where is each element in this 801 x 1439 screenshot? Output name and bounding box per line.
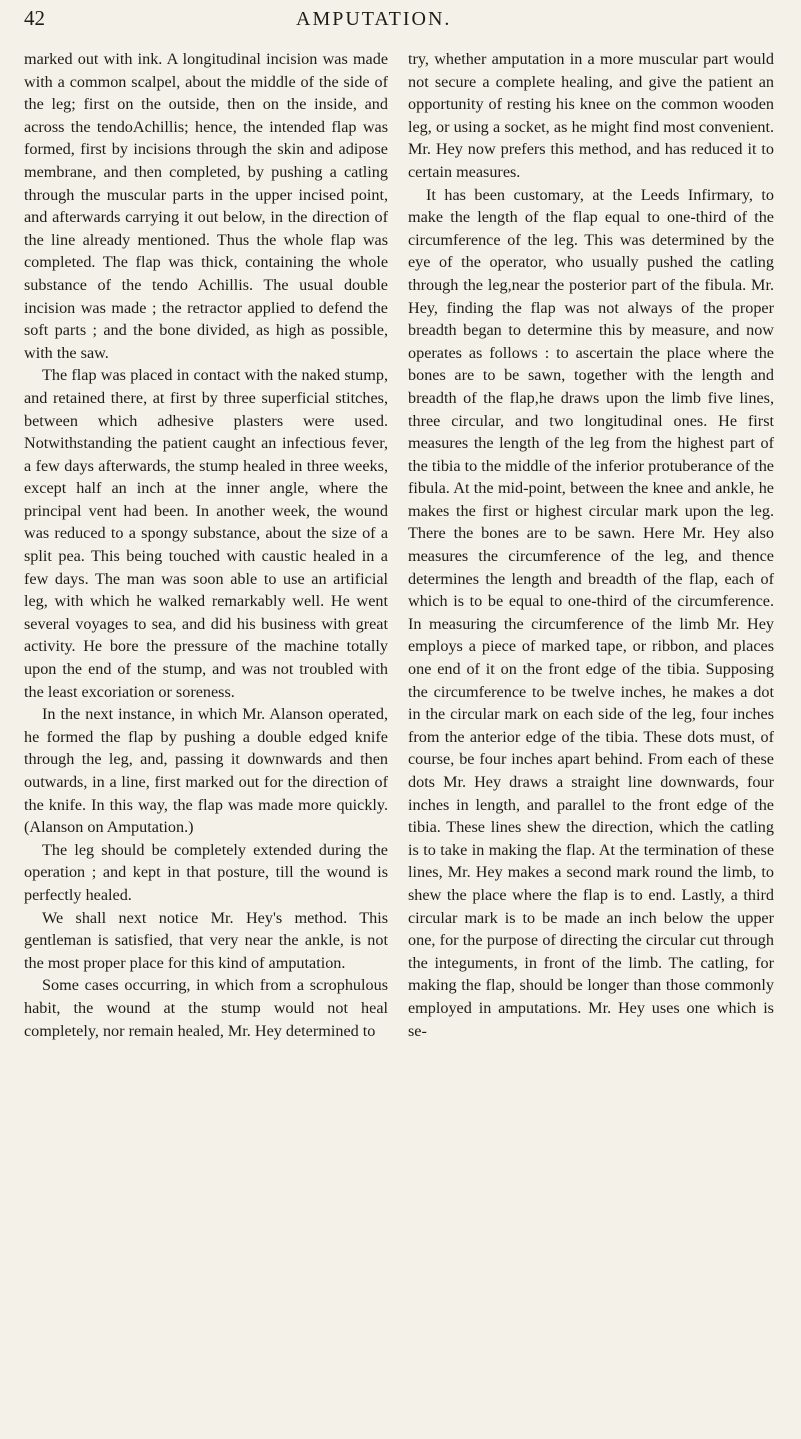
paragraph: It has been customary, at the Leeds Infirmary, to make the length of the flap equal to one-third of the circumference of the leg. This was determined by the eye of the operator, who usually pushed the catling through the leg,near the posterior part of the fibula. Mr. Hey, finding the flap was not always of the proper breadth began to determine this by measure, and now operates as follows : to ascertain the place where the bones are to be sawn, together with the length and breadth of the flap,he draws upon the limb five lines, three circular, and two longitudinal ones. He first measures the length of the leg from the highest part of the tibia to the middle of the inferior protuberance of the fibula. At the mid-point, between the knee and ankle, he makes the first or highest circular mark upon the leg. There the bones are to be sawn. Here Mr. Hey also measures the circumference of the leg, and thence determines the length and breadth of the flap, each of which is to be equal to one-third of the circumference. In measuring the circumference of the limb Mr. Hey employs a piece of marked tape, or ribbon, and places one end of it on the front edge of the tibia. Supposing the circumference to be twelve inches, he makes a dot in the circular mark on each side of the leg, four inches from the anterior edge of the tibia. These dots must, of course, be four inches apart behind. From each of these dots Mr. Hey draws a straight line downwards, four inches in length, and parallel to the front edge of the tibia. These lines shew the direction, which the catling is to take in making the flap. At the termination of these lines, Mr. Hey makes a second mark round the limb, to shew the place where the flap is to end. Lastly, a third circular mark is to be made an inch below the upper one, for the purpose of directing the circular cut through the integuments, in front of the limb. The catling, for making the flap, should be longer than those commonly employed in amputations. Mr. Hey uses one which is se- [408,185,774,1040]
paragraph: In the next instance, in which Mr. Alanson operated, he formed the flap by pushing a double edged knife through the leg, and, passing it downwards and then outwards, in a line, first marked out for the direction of the knife. In this way, the flap was made more quickly. (Alanson on Amputation.) [24,705,388,837]
paragraph: We shall next notice Mr. Hey's method. This gentleman is satisfied, that very near the ankle, is not the most proper place for this kind of amputation. [24,908,388,972]
page-header [0,6,801,40]
paragraph: The flap was placed in contact with the naked stump, and retained there, at first by three superficial stitches, between which adhesive plasters were used. Notwithstanding the patient caught an infectious fever, a few days afterwards, the stump healed in three weeks, except half an inch at the inner angle, where the principal vent had been. In another week, the wound was reduced to a spongy substance, about the size of a split pea. This being touched with caustic healed in a few days. The man was soon able to use an artificial leg, with which he walked remarkably well. He went several voyages to sea, and did his business with great activity. He bore the pressure of the machine totally upon the end of the stump, and was not troubled with the least excoriation or soreness. [24,366,388,701]
page-number: 42 [24,6,45,30]
paragraph: try, whether amputation in a more muscular part would not secure a complete healing, and give the patient an opportunity of resting his knee on the common wooden leg, or using a socket, as he might find most convenient. Mr. Hey now prefers this method, and has reduced it to certain measures. [408,50,774,181]
paragraph: marked out with ink. A longitudinal incision was made with a common scalpel, about the middle of the side of the leg; first on the outside, then on the inside, and across the tendoAchillis; hence, the intended flap was formed, first by incisions through the skin and adipose membrane, and then completed, by pushing a catling through the muscular parts in the upper incised point, and afterwards carrying it out below, in the direction of the line already mentioned. Thus the whole flap was completed. The flap was thick, containing the whole substance of the tendo Achillis. The usual double incision was made ; the retractor applied to defend the soft parts ; and the bone divided, as high as possible, with the saw. [24,50,388,362]
paragraph: Some cases occurring, in which from a scrophulous habit, the wound at the stump would not heal completely, nor remain healed, Mr. Hey determined to [24,976,388,1040]
right-column [408,48,774,1042]
left-column [24,48,388,1042]
running-head: AMPUTATION. [296,8,452,30]
paragraph: The leg should be completely extended during the operation ; and kept in that posture, till the wound is perfectly healed. [24,840,388,904]
